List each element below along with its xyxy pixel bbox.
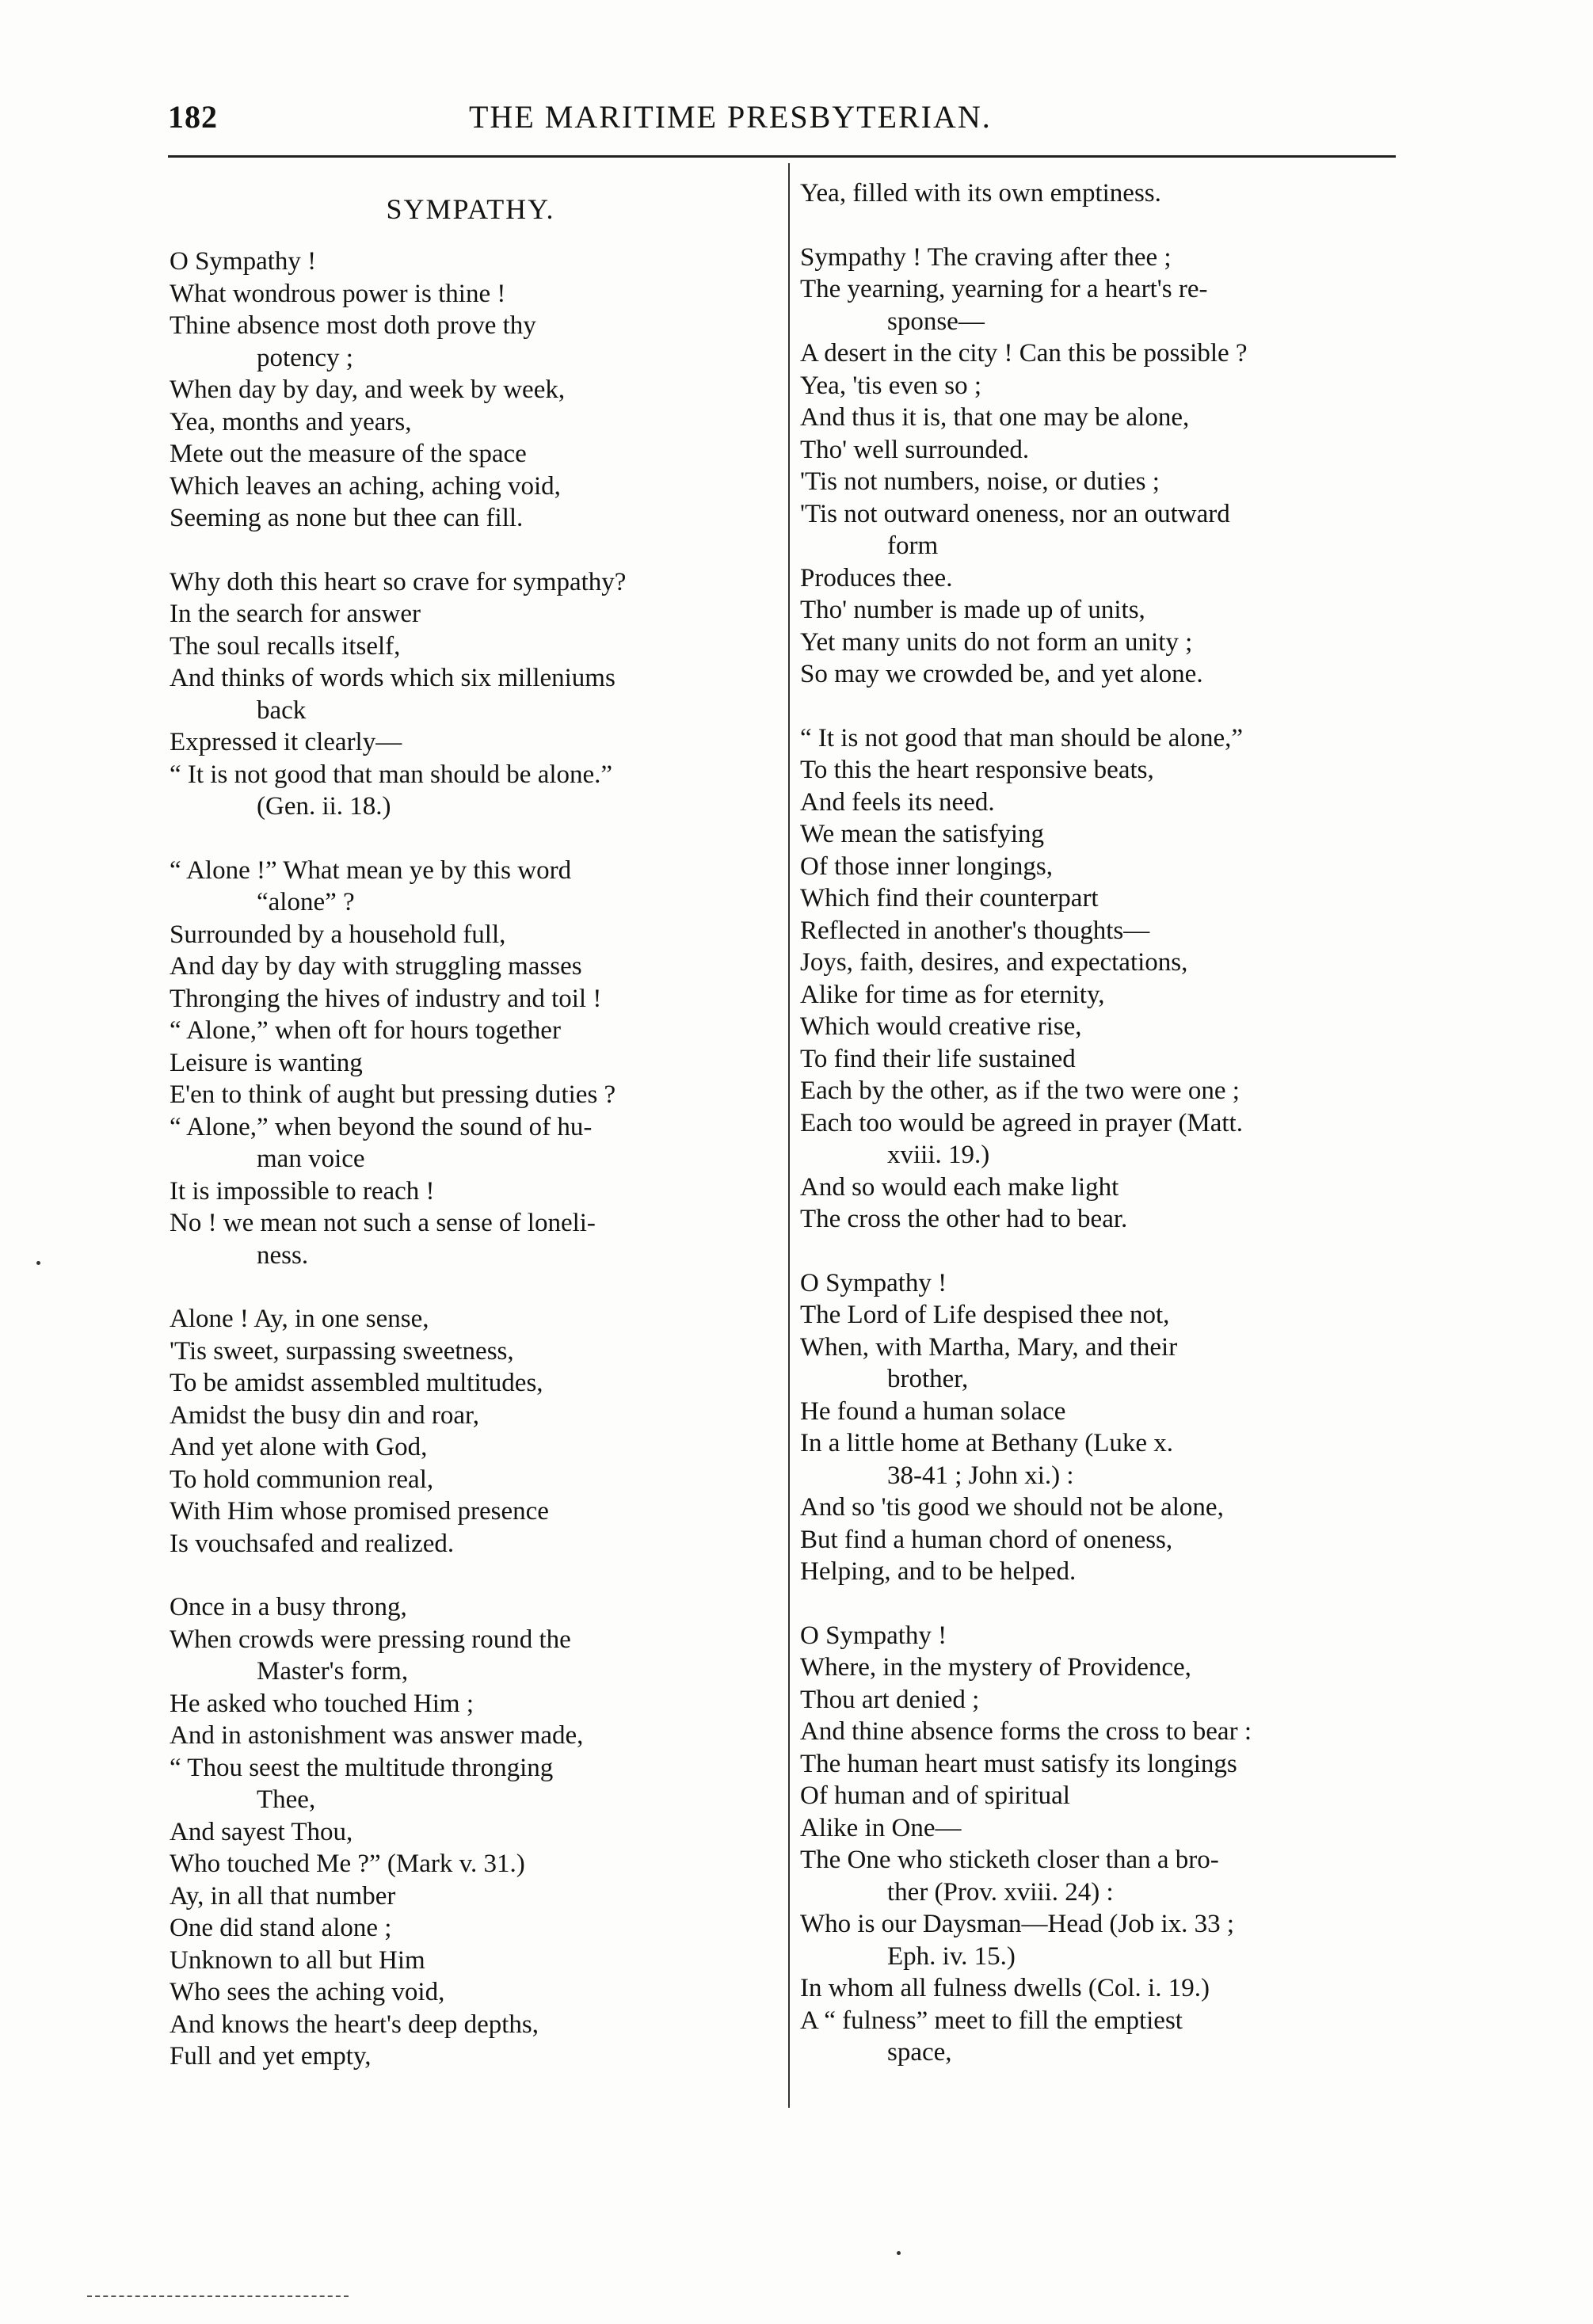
verse-line: O Sympathy ! [800, 1268, 947, 1297]
verse-line: space, [887, 2038, 952, 2067]
verse-line: “ Thou seest the multitude thronging [170, 1753, 554, 1782]
verse-line: Who sees the aching void, [170, 1978, 445, 2006]
verse-line: “alone” ? [257, 888, 355, 916]
header-rule [168, 155, 1396, 158]
verse-line: And thinks of words which six milleniums [170, 664, 615, 692]
verse-line: Who touched Me ?” (Mark v. 31.) [170, 1850, 525, 1878]
verse-line: back [257, 695, 307, 725]
verse-line: The One who sticketh closer than a bro- [800, 1846, 1219, 1874]
verse-line: Helping, and to be helped. [800, 1557, 1077, 1586]
stanza [170, 1303, 772, 1560]
verse-line: The yearning, yearning for a heart's re- [800, 275, 1208, 303]
verse-line: Of human and of spiritual [800, 1781, 1070, 1810]
verse-line: And sayest Thou, [170, 1817, 353, 1846]
verse-line: man voice [257, 1145, 365, 1173]
verse-line: With Him whose promised presence [170, 1497, 549, 1526]
verse-line: Sympathy ! The craving after thee ; [800, 242, 1172, 272]
verse-line: Surrounded by a household full, [170, 920, 506, 949]
verse-line: What wondrous power is thine ! [170, 279, 506, 308]
stanza [170, 1591, 772, 2073]
verse-line: Mete out the measure of the space [170, 440, 527, 468]
verse-line: (Gen. ii. 18.) [257, 792, 391, 821]
stanza [800, 722, 1412, 1236]
verse-line: So may we crowded be, and yet alone. [800, 660, 1203, 688]
verse-line: “ Alone !” What mean ye by this word [170, 855, 572, 885]
verse-line: 'Tis not outward oneness, nor an outward [800, 499, 1230, 528]
page-number: 182 [168, 99, 218, 135]
verse-line: And so would each make light [800, 1172, 1119, 1202]
verse-line: Yet many units do not form an unity ; [800, 627, 1193, 657]
verse-line: Alone ! Ay, in one sense, [170, 1305, 429, 1333]
column-divider [788, 163, 790, 2108]
stanza [170, 855, 772, 1272]
verse-line: He found a human solace [800, 1396, 1066, 1426]
verse-line: “ It is not good that man should be alone.” [170, 760, 613, 789]
verse-line: 'Tis sweet, surpassing sweetness, [170, 1336, 514, 1366]
stanza [170, 566, 772, 823]
running-title: THE MARITIME PRESBYTERIAN. [469, 99, 992, 135]
verse-line: Yea, months and years, [170, 407, 412, 436]
verse-line: In the search for answer [170, 600, 421, 628]
verse-line: And thine absence forms the cross to bear : [800, 1717, 1252, 1746]
verse-line: But find a human chord of oneness, [800, 1525, 1173, 1554]
verse-line: Ay, in all that number [170, 1881, 396, 1911]
verse-line: Which would creative rise, [800, 1012, 1082, 1041]
verse-line: And thus it is, that one may be alone, [800, 403, 1190, 432]
verse-line: Master's form, [257, 1657, 409, 1686]
verse-line: The cross the other had to bear. [800, 1205, 1128, 1233]
verse-line: Thine absence most doth prove thy [170, 311, 536, 340]
verse-line: Once in a busy throng, [170, 1593, 407, 1621]
verse-line: 38-41 ; John xi.) : [887, 1461, 1074, 1490]
verse-line: Produces thee. [800, 563, 953, 592]
verse-line: And in astonishment was answer made, [170, 1721, 584, 1750]
verse-line: Unknown to all but Him [170, 1945, 425, 1975]
stanza [800, 177, 1412, 210]
verse-line: Where, in the mystery of Providence, [800, 1653, 1191, 1682]
verse-line: form [887, 531, 939, 560]
verse-line: Tho' well surrounded. [800, 435, 1030, 464]
verse-line: E'en to think of aught but pressing duties ? [170, 1080, 616, 1109]
verse-line: In whom all fulness dwells (Col. i. 19.) [800, 1974, 1210, 2002]
verse-line: One did stand alone ; [170, 1914, 392, 1942]
verse-line: “ Alone,” when beyond the sound of hu- [170, 1112, 593, 1141]
verse-line: Eph. iv. 15.) [887, 1941, 1016, 1971]
article-title: SYMPATHY. [386, 193, 555, 225]
verse-line: Each by the other, as if the two were one ; [800, 1076, 1240, 1105]
verse-line: A “ fulness” meet to fill the emptiest [800, 2006, 1183, 2035]
verse-line: Yea, 'tis even so ; [800, 371, 982, 400]
verse-line: A desert in the city ! Can this be possible ? [800, 339, 1248, 368]
verse-line: Seeming as none but thee can fill. [170, 504, 524, 532]
verse-line: Thou art denied ; [800, 1685, 980, 1714]
verse-line: Leisure is wanting [170, 1048, 363, 1077]
verse-line: Of those inner longings, [800, 851, 1053, 881]
verse-line: No ! we mean not such a sense of loneli- [170, 1209, 596, 1237]
verse-line: O Sympathy ! [170, 247, 317, 276]
verse-line: Full and yet empty, [170, 2042, 372, 2071]
verse-line: The human heart must satisfy its longings [800, 1749, 1237, 1778]
verse-line: When day by day, and week by week, [170, 375, 566, 404]
right-column [800, 177, 1412, 2101]
stanza [800, 242, 1412, 691]
verse-line: When crowds were pressing round the [170, 1625, 571, 1654]
verse-line: Who is our Daysman—Head (Job ix. 33 ; [800, 1910, 1235, 1938]
verse-line: To find their life sustained [800, 1044, 1076, 1073]
verse-line: brother, [887, 1365, 969, 1393]
verse-line: sponse— [887, 307, 985, 336]
verse-line: And yet alone with God, [170, 1433, 428, 1461]
verse-line: Why doth this heart so crave for sympathy? [170, 567, 627, 596]
verse-line: Which find their counterpart [800, 884, 1099, 912]
verse-line: The Lord of Life despised thee not, [800, 1301, 1170, 1329]
verse-line: ther (Prov. xviii. 24) : [887, 1877, 1114, 1907]
verse-line: “ It is not good that man should be alone,” [800, 723, 1244, 752]
page-header [168, 98, 1396, 146]
verse-line: He asked who touched Him ; [170, 1689, 474, 1718]
verse-line: Alike in One— [800, 1813, 962, 1842]
verse-line: Amidst the busy din and roar, [170, 1400, 479, 1430]
stanza [800, 1620, 1412, 2069]
verse-line: When, with Martha, Mary, and their [800, 1332, 1178, 1362]
verse-line: Tho' number is made up of units, [800, 596, 1145, 624]
verse-line: And so 'tis good we should not be alone, [800, 1493, 1224, 1522]
verse-line: Reflected in another's thoughts— [800, 916, 1150, 945]
verse-line: To hold communion real, [170, 1465, 434, 1494]
verse-line: It is impossible to reach ! [170, 1176, 435, 1206]
verse-line: And feels its need. [800, 787, 995, 817]
verse-line: And day by day with struggling masses [170, 952, 582, 981]
verse-line: Thee, [257, 1785, 316, 1814]
left-column [170, 177, 772, 2105]
margin-speck [36, 1261, 40, 1265]
verse-line: To this the heart responsive beats, [800, 756, 1154, 784]
verse-line: Expressed it clearly— [170, 728, 402, 756]
verse-line: We mean the satisfying [800, 820, 1045, 848]
verse-line: Which leaves an aching, aching void, [170, 471, 561, 501]
verse-line: In a little home at Bethany (Luke x. [800, 1429, 1174, 1457]
verse-line: Alike for time as for eternity, [800, 980, 1105, 1009]
verse-line: Thronging the hives of industry and toil ! [170, 984, 602, 1013]
margin-speck [897, 2251, 901, 2255]
stanza [800, 1267, 1412, 1588]
verse-line: The soul recalls itself, [170, 631, 401, 661]
verse-line: ness. [257, 1240, 309, 1270]
verse-line: “ Alone,” when oft for hours together [170, 1016, 561, 1045]
verse-line: Is vouchsafed and realized. [170, 1529, 455, 1558]
footer-rule [87, 2295, 349, 2297]
verse-line: Yea, filled with its own emptiness. [800, 179, 1161, 208]
verse-line: potency ; [257, 343, 353, 372]
verse-line: And knows the heart's deep depths, [170, 2010, 539, 2039]
verse-line: To be amidst assembled multitudes, [170, 1369, 543, 1397]
verse-line: xviii. 19.) [887, 1141, 990, 1169]
verse-line: 'Tis not numbers, noise, or duties ; [800, 467, 1160, 496]
verse-line: Joys, faith, desires, and expectations, [800, 948, 1188, 977]
stanza [170, 246, 772, 535]
verse-line: O Sympathy ! [800, 1621, 947, 1650]
verse-line: Each too would be agreed in prayer (Matt. [800, 1108, 1243, 1137]
